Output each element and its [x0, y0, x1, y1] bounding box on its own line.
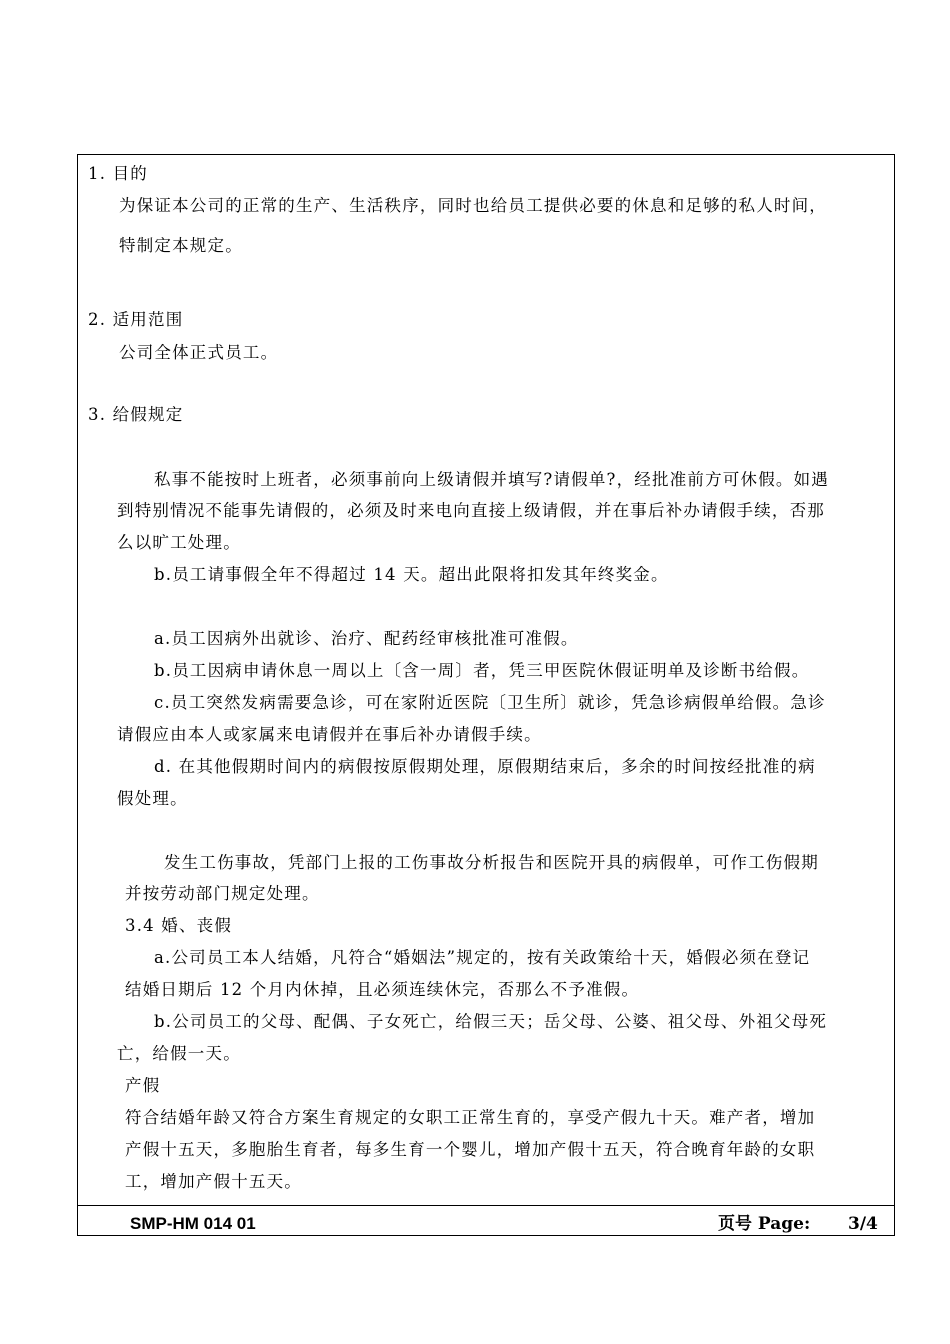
sick-leave-d-line-1: d. 在其他假期时间内的病假按原假期处理，原假期结束后，多余的时间按经批准的病 [154, 757, 816, 776]
personal-leave-a-line-3: 么以旷工处理。 [117, 533, 241, 552]
sick-leave-d-line-2: 假处理。 [117, 789, 188, 808]
document-frame [77, 154, 895, 1236]
maternity-line-1: 符合结婚年龄又符合方案生育规定的女职工正常生育的，享受产假九十天。难产者，增加 [125, 1108, 816, 1127]
maternity-line-2: 产假十五天，多胞胎生育者，每多生育一个婴儿，增加产假十五天，符合晚育年龄的女职 [125, 1140, 816, 1159]
personal-leave-a-line-1: 私事不能按时上班者，必须事前向上级请假并填写?请假单?，经批准前方可休假。如遇 [154, 470, 829, 489]
section-1-heading: 1. 目的 [88, 164, 148, 183]
injury-leave-line-1: 发生工伤事故，凭部门上报的工伤事故分析报告和医院开具的病假单，可作工伤假期 [164, 853, 819, 872]
marriage-funeral-heading: 3.4 婚、丧假 [125, 916, 233, 935]
marriage-leave-a-line-1: a.公司员工本人结婚，凡符合“婚姻法”规定的，按有关政策给十天，婚假必须在登记 [154, 948, 811, 967]
sick-leave-a: a.员工因病外出就诊、治疗、配药经审核批准可准假。 [154, 629, 579, 648]
section-2-text: 公司全体正式员工。 [119, 343, 279, 362]
funeral-leave-b-line-1: b.公司员工的父母、配偶、子女死亡，给假三天；岳父母、公婆、祖父母、外祖父母死 [154, 1012, 828, 1031]
sick-leave-c-line-1: c.员工突然发病需要急诊，可在家附近医院〔卫生所〕就诊，凭急诊病假单给假。急诊 [154, 693, 826, 712]
maternity-line-3: 工，增加产假十五天。 [125, 1172, 302, 1191]
sick-leave-c-line-2: 请假应由本人或家属来电请假并在事后补办请假手续。 [117, 725, 542, 744]
personal-leave-b: b.员工请事假全年不得超过 14 天。超出此限将扣发其年终奖金。 [154, 565, 669, 584]
section-1-text-line-1: 为保证本公司的正常的生产、生活秩序，同时也给员工提供必要的休息和足够的私人时间， [119, 196, 827, 215]
section-2-heading: 2. 适用范围 [88, 310, 184, 329]
funeral-leave-b-line-2: 亡，给假一天。 [117, 1044, 241, 1063]
injury-leave-line-2: 并按劳动部门规定处理。 [125, 884, 320, 903]
section-3-heading: 3. 给假规定 [88, 405, 184, 424]
page-label: 页号 Page: [718, 1214, 811, 1234]
section-1-text-line-2: 特制定本规定。 [119, 236, 243, 255]
footer-divider [78, 1205, 894, 1206]
page-number: 3/4 [848, 1214, 878, 1234]
personal-leave-a-line-2: 到特别情况不能事先请假的，必须及时来电向直接上级请假，并在事后补办请假手续，否那 [117, 501, 825, 520]
document-code: SMP-HM 014 01 [130, 1214, 256, 1233]
sick-leave-b: b.员工因病申请休息一周以上〔含一周〕者，凭三甲医院休假证明单及诊断书给假。 [154, 661, 810, 680]
marriage-leave-a-line-2: 结婚日期后 12 个月内休掉，且必须连续休完，否那么不予准假。 [125, 980, 640, 999]
maternity-heading: 产假 [125, 1076, 161, 1095]
